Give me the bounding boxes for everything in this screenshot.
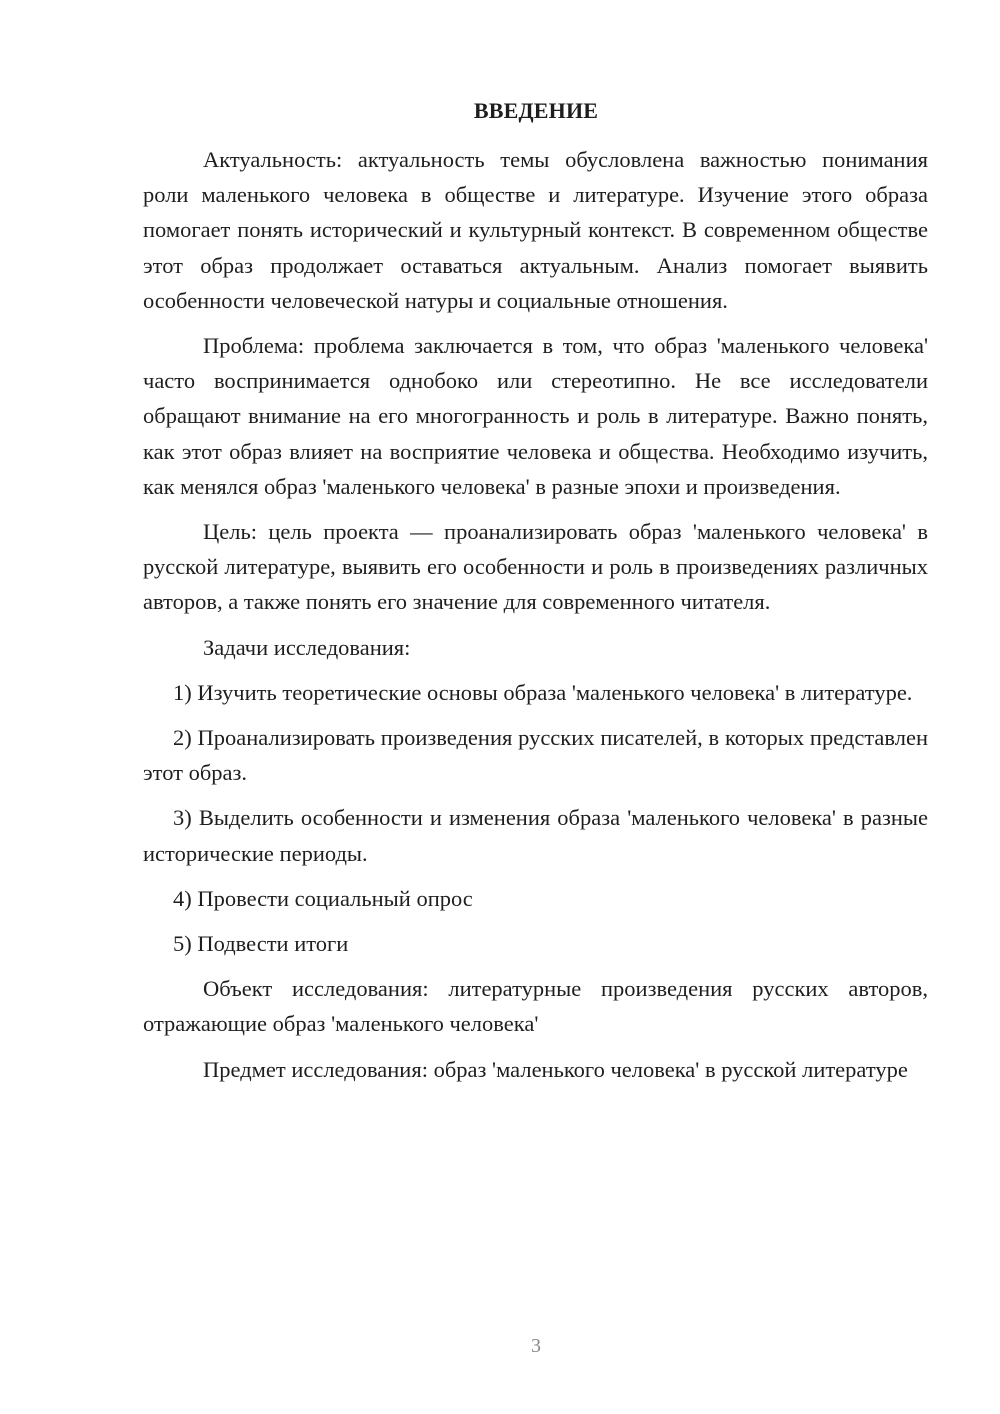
task-item: 4) Провести социальный опрос (173, 885, 473, 911)
task-item: 2) Проанализировать произведения русских писателей, в которых представлен этот образ. (143, 725, 928, 786)
object-paragraph: Объект исследования: литературные произведения русских авторов, отражающие образ 'маленького человека' (143, 976, 928, 1037)
goal-paragraph: Цель: цель проекта — проанализировать образ 'маленького человека' в русской литературе, выявить его особенности и роль в произведениях различных авторов, а также понять его значение для современного читателя. (143, 519, 928, 615)
document-body (143, 142, 928, 1097)
task-item: 1) Изучить теоретические основы образа 'маленького человека' в литературе. (173, 679, 913, 705)
page-title: ВВЕДЕНИЕ (473, 98, 599, 123)
problem-paragraph: Проблема: проблема заключается в том, что образ 'маленького человека' часто воспринимается однобоко или стереотипно. Не все исследователи обращают внимание на его многогранность и роль в литературе. Важно понять, как этот образ влияет на восприятие человека и общества. Необходимо изучить, как менялся образ 'маленького человека' в разные эпохи и произведения. (143, 333, 928, 499)
relevance-paragraph: Актуальность: актуальность темы обусловлена важностью понимания роли маленького человека в обществе и литературе. Изучение этого образа помогает понять исторический и культурный контекст. В современном обществе этот образ продолжает оставаться актуальным. Анализ помогает выявить особенности человеческой натуры и социальные отношения. (143, 147, 928, 313)
task-item: 5) Подвести итоги (173, 931, 349, 957)
subject-paragraph: Предмет исследования: образ 'маленького человека' в русской литературе (203, 1056, 908, 1082)
task-item: 3) Выделить особенности и изменения образа 'маленького человека' в разные исторические периоды. (143, 805, 928, 866)
tasks-heading: Задачи исследования: (203, 634, 411, 660)
page-number: 3 (531, 1335, 541, 1357)
